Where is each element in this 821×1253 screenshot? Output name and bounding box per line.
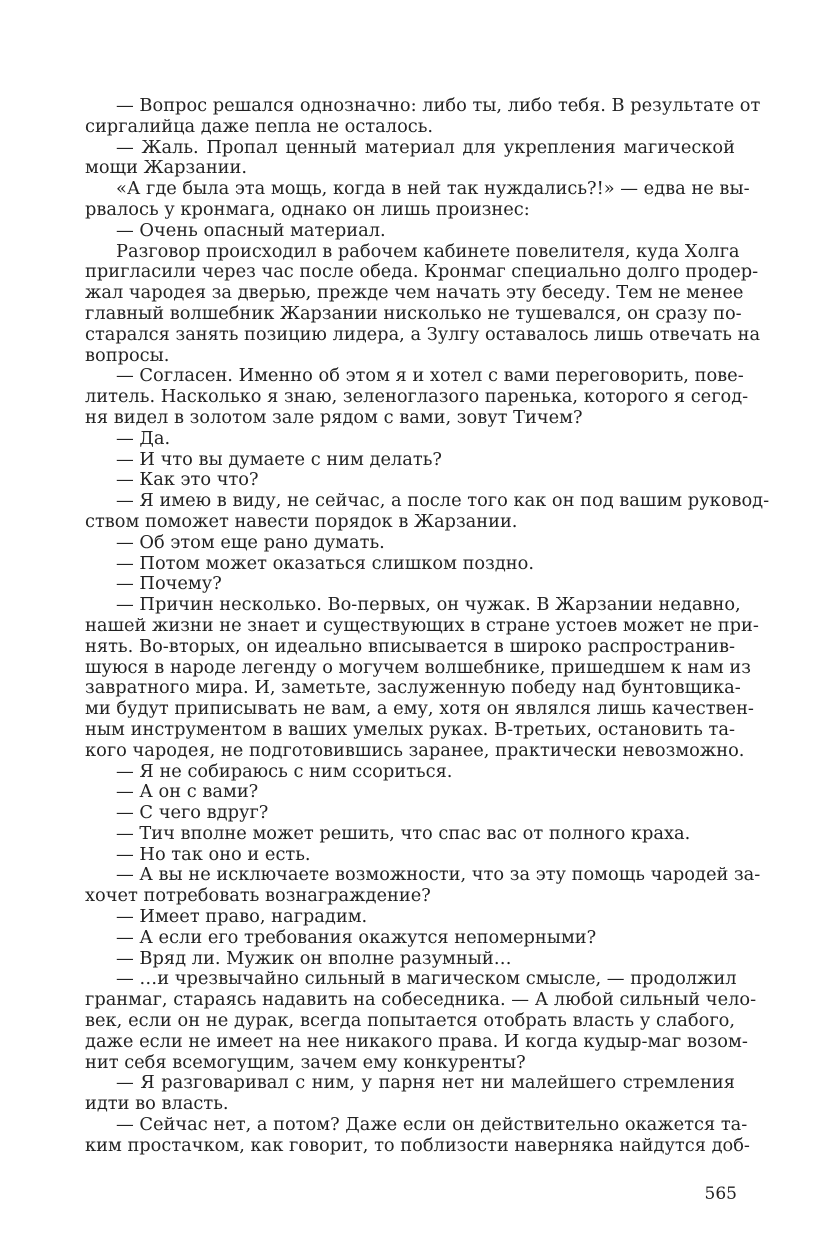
text-line: хочет потребовать вознаграждение?: [85, 885, 431, 907]
text-line: — Имеет право, наградим.: [116, 906, 368, 928]
text-line: пригласили через час после обеда. Кронмаг специально долго продер-: [85, 261, 759, 283]
text-line: ким простачком, как говорит, то поблизости наверняка найдутся доб-: [85, 1134, 750, 1156]
text-line: — Согласен. Именно об этом я и хотел с вами переговорить, пове-: [116, 365, 744, 387]
text-line: — И что вы думаете с ним делать?: [116, 448, 442, 470]
text-line: — С чего вдруг?: [116, 802, 269, 824]
text-line: литель. Насколько я знаю, зеленоглазого паренька, которого я сегод-: [85, 386, 749, 408]
text-line: «А где была эта мощь, когда в ней так нуждались?!» — едва не вы-: [116, 178, 750, 200]
text-line: — Об этом еще рано думать.: [116, 531, 385, 553]
text-line: — …и чрезвычайно сильный в магическом смысле, — продолжил: [116, 968, 737, 990]
text-line: Разговор происходил в рабочем кабинете повелителя, куда Холга: [116, 240, 740, 262]
text-line: — Почему?: [116, 573, 222, 595]
text-line: — Как это что?: [116, 469, 259, 491]
text-line: ством поможет навести порядок в Жарзании.: [85, 510, 518, 532]
text-line: нашей жизни не знает и существующих в стране устоев может не при-: [85, 614, 759, 636]
text-line: — Потом может оказаться слишком поздно.: [116, 552, 534, 574]
text-line: — Я имею в виду, не сейчас, а после того как он под вашим руковод-: [116, 490, 770, 512]
text-line: — А он с вами?: [116, 781, 259, 803]
text-line: нит себя всемогущим, зачем ему конкуренты?: [85, 1051, 526, 1073]
text-line: — Очень опасный материал.: [116, 219, 386, 241]
text-line: завратного мира. И, заметьте, заслуженную победу над бунтовщика-: [85, 677, 741, 699]
text-line: главный волшебник Жарзании нисколько не тушевался, он сразу по-: [85, 302, 742, 324]
text-line: даже если не имеет на нее никакого права. И когда кудыр-маг возом-: [85, 1030, 748, 1052]
text-line: рвалось у кронмага, однако он лишь произнес:: [85, 198, 530, 220]
text-line: старался занять позицию лидера, а Зулгу оставалось лишь отвечать на: [85, 323, 761, 345]
text-line: — Причин несколько. Во-первых, он чужак. В Жарзании недавно,: [116, 594, 741, 616]
text-line: нять. Во-вторых, он идеально вписывается в широко распространив-: [85, 635, 735, 657]
text-line: — Я не собираюсь с ним ссориться.: [116, 760, 453, 782]
text-line: ня видел в золотом зале рядом с вами, зовут Тичем?: [85, 406, 583, 428]
text-line: — Вопрос решался однозначно: либо ты, либо тебя. В результате от: [116, 95, 761, 116]
text-line: — Тич вполне может решить, что спас вас от полного краха.: [116, 822, 691, 844]
text-line: — Вряд ли. Мужик он вполне разумный…: [116, 947, 512, 969]
text-line: — А вы не исключаете возможности, что за эту помощь чародей за-: [116, 864, 761, 886]
text-line: идти во власть.: [85, 1093, 229, 1115]
text-line: кого чародея, не подготовившись заранее, практически невозможно.: [85, 739, 745, 761]
text-line: век, если он не дурак, всегда попытается отобрать власть у слабого,: [85, 1010, 735, 1032]
text-line: жал чародея за дверью, прежде чем начать эту беседу. Тем не менее: [85, 282, 744, 304]
text-line: вопросы.: [85, 344, 170, 366]
text-line: — Но так оно и есть.: [116, 843, 311, 865]
text-line: — Сейчас нет, а потом? Даже если он действительно окажется та-: [116, 1114, 748, 1136]
page-number: 565: [704, 1184, 737, 1204]
text-line: мощи Жарзании.: [85, 157, 248, 179]
text-line: — Я разговаривал с ним, у парня нет ни малейшего стремления: [116, 1072, 735, 1094]
text-line: шуюся в народе легенду о могучем волшебнике, пришедшем к нам из: [85, 656, 751, 678]
text-line: гранмаг, стараясь надавить на собеседника. — А любой сильный чело-: [85, 989, 757, 1011]
text-line: — Да.: [116, 427, 171, 449]
body-text: [85, 95, 770, 1157]
text-line: сиргалийца даже пепла не осталось.: [85, 115, 434, 137]
text-line: — Жаль. Пропал ценный материал для укрепления магической: [116, 136, 735, 158]
text-line: ным инструментом в ваших умелых руках. В-третьих, остановить та-: [85, 718, 735, 740]
text-line: ми будут приписывать не вам, а ему, хотя он являлся лишь качествен-: [85, 698, 754, 720]
text-line: — А если его требования окажутся непомерными?: [116, 926, 597, 948]
